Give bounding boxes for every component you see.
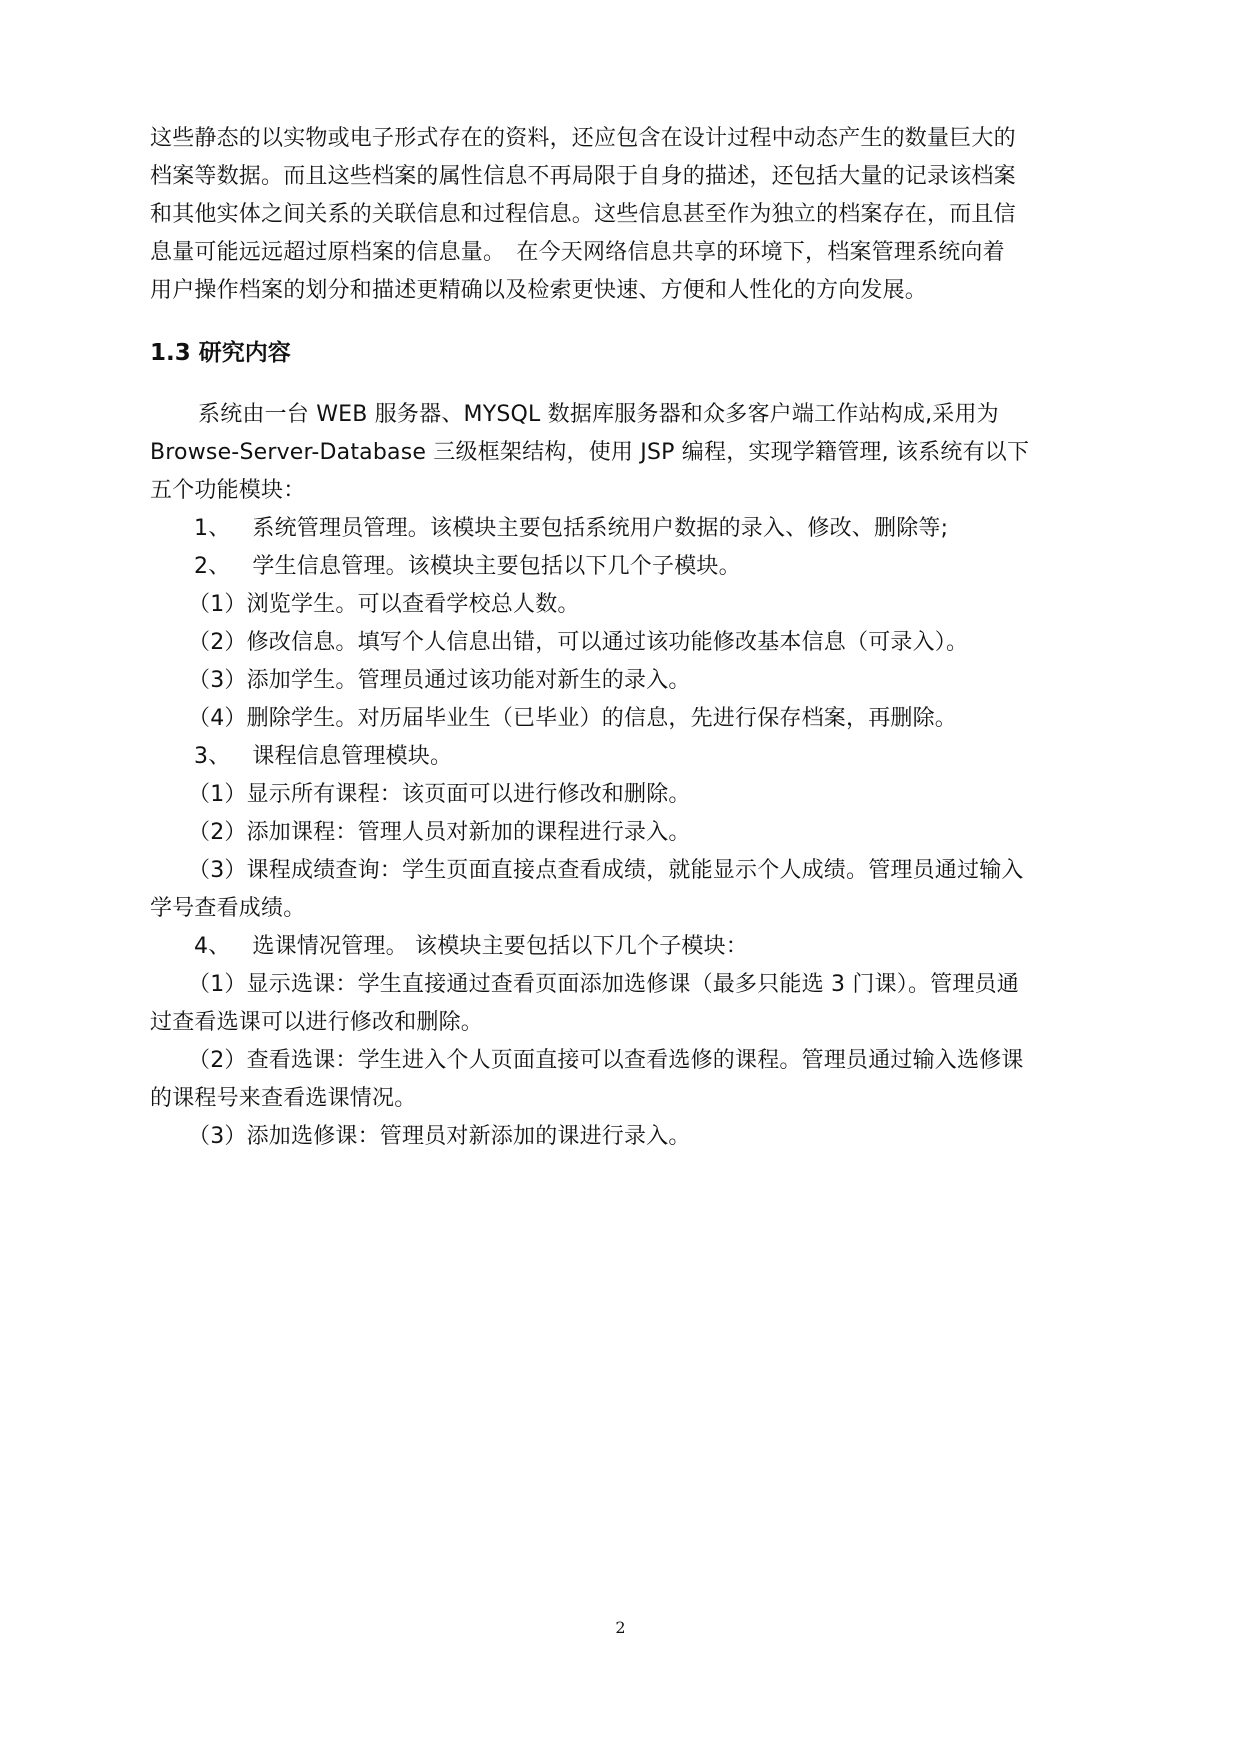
- section-para-line-1: 系统由一台 WEB 服务器、MYSQL 数据库服务器和众多客户端工作站构成,采用为: [198, 402, 999, 427]
- section-heading: 1.3 研究内容: [150, 340, 291, 366]
- section-para-line-3: 五个功能模块：: [150, 478, 306, 503]
- module-2-sub-3: （3）添加学生。管理员通过该功能对新生的录入。: [188, 668, 691, 693]
- module-3-sub-1: （1）显示所有课程：该页面可以进行修改和删除。: [188, 782, 691, 807]
- module-4-number: 4、: [194, 934, 231, 959]
- module-2-sub-4: （4）删除学生。对历届毕业生（已毕业）的信息，先进行保存档案，再删除。: [188, 706, 957, 731]
- section-para-line-2: Browse-Server-Database 三级框架结构，使用 JSP 编程，实现学籍管理, 该系统有以下: [150, 440, 1030, 465]
- module-2-sub-1: （1）浏览学生。可以查看学校总人数。: [188, 592, 580, 617]
- intro-line-4: 息量可能远远超过原档案的信息量。 在今天网络信息共享的环境下，档案管理系统向着: [150, 240, 1005, 265]
- page-number: 2: [615, 1618, 626, 1637]
- intro-line-2: 档案等数据。而且这些档案的属性信息不再局限于自身的描述，还包括大量的记录该档案: [150, 164, 1016, 189]
- module-3-sub-3-line-1: （3）课程成绩查询：学生页面直接点查看成绩，就能显示个人成绩。管理员通过输入: [188, 858, 1024, 883]
- module-3: [150, 738, 1116, 776]
- module-2-sub-2: （2）修改信息。填写个人信息出错，可以通过该功能修改基本信息（可录入）。: [188, 630, 969, 655]
- module-4-sub-3: （3）添加选修课：管理员对新添加的课进行录入。: [188, 1124, 691, 1149]
- module-4: [150, 928, 1116, 966]
- module-4-sub-2-line-1: （2）查看选课：学生进入个人页面直接可以查看选修的课程。管理员通过输入选修课: [188, 1048, 1024, 1073]
- module-3-sub-3-line-2: 学号查看成绩。: [150, 896, 306, 921]
- section-body: [150, 396, 1116, 1156]
- intro-line-3: 和其他实体之间关系的关联信息和过程信息。这些信息甚至作为独立的档案存在，而且信: [150, 202, 1016, 227]
- module-3-sub-2: （2）添加课程：管理人员对新加的课程进行录入。: [188, 820, 691, 845]
- module-1: [150, 510, 1116, 548]
- module-3-text: 课程信息管理模块。: [252, 744, 453, 769]
- module-3-number: 3、: [194, 744, 231, 769]
- module-1-text: 系统管理员管理。该模块主要包括系统用户数据的录入、修改、删除等;: [252, 516, 949, 541]
- module-4-sub-1-line-1: （1）显示选课：学生直接通过查看页面添加选修课（最多只能选 3 门课）。管理员通: [188, 972, 1019, 997]
- module-4-sub-2-line-2: 的课程号来查看选课情况。: [150, 1086, 417, 1111]
- intro-line-5: 用户操作档案的划分和描述更精确以及检索更快速、方便和人性化的方向发展。: [150, 278, 928, 303]
- module-2-text: 学生信息管理。该模块主要包括以下几个子模块。: [252, 554, 741, 579]
- intro-line-1: 这些静态的以实物或电子形式存在的资料，还应包含在设计过程中动态产生的数量巨大的: [150, 126, 1016, 151]
- module-1-number: 1、: [194, 516, 231, 541]
- module-2-number: 2、: [194, 554, 231, 579]
- module-4-sub-1-line-2: 过查看选课可以进行修改和删除。: [150, 1010, 484, 1035]
- intro-paragraph: [150, 120, 1116, 310]
- module-4-text: 选课情况管理。 该模块主要包括以下几个子模块：: [252, 934, 749, 959]
- module-2: [150, 548, 1116, 586]
